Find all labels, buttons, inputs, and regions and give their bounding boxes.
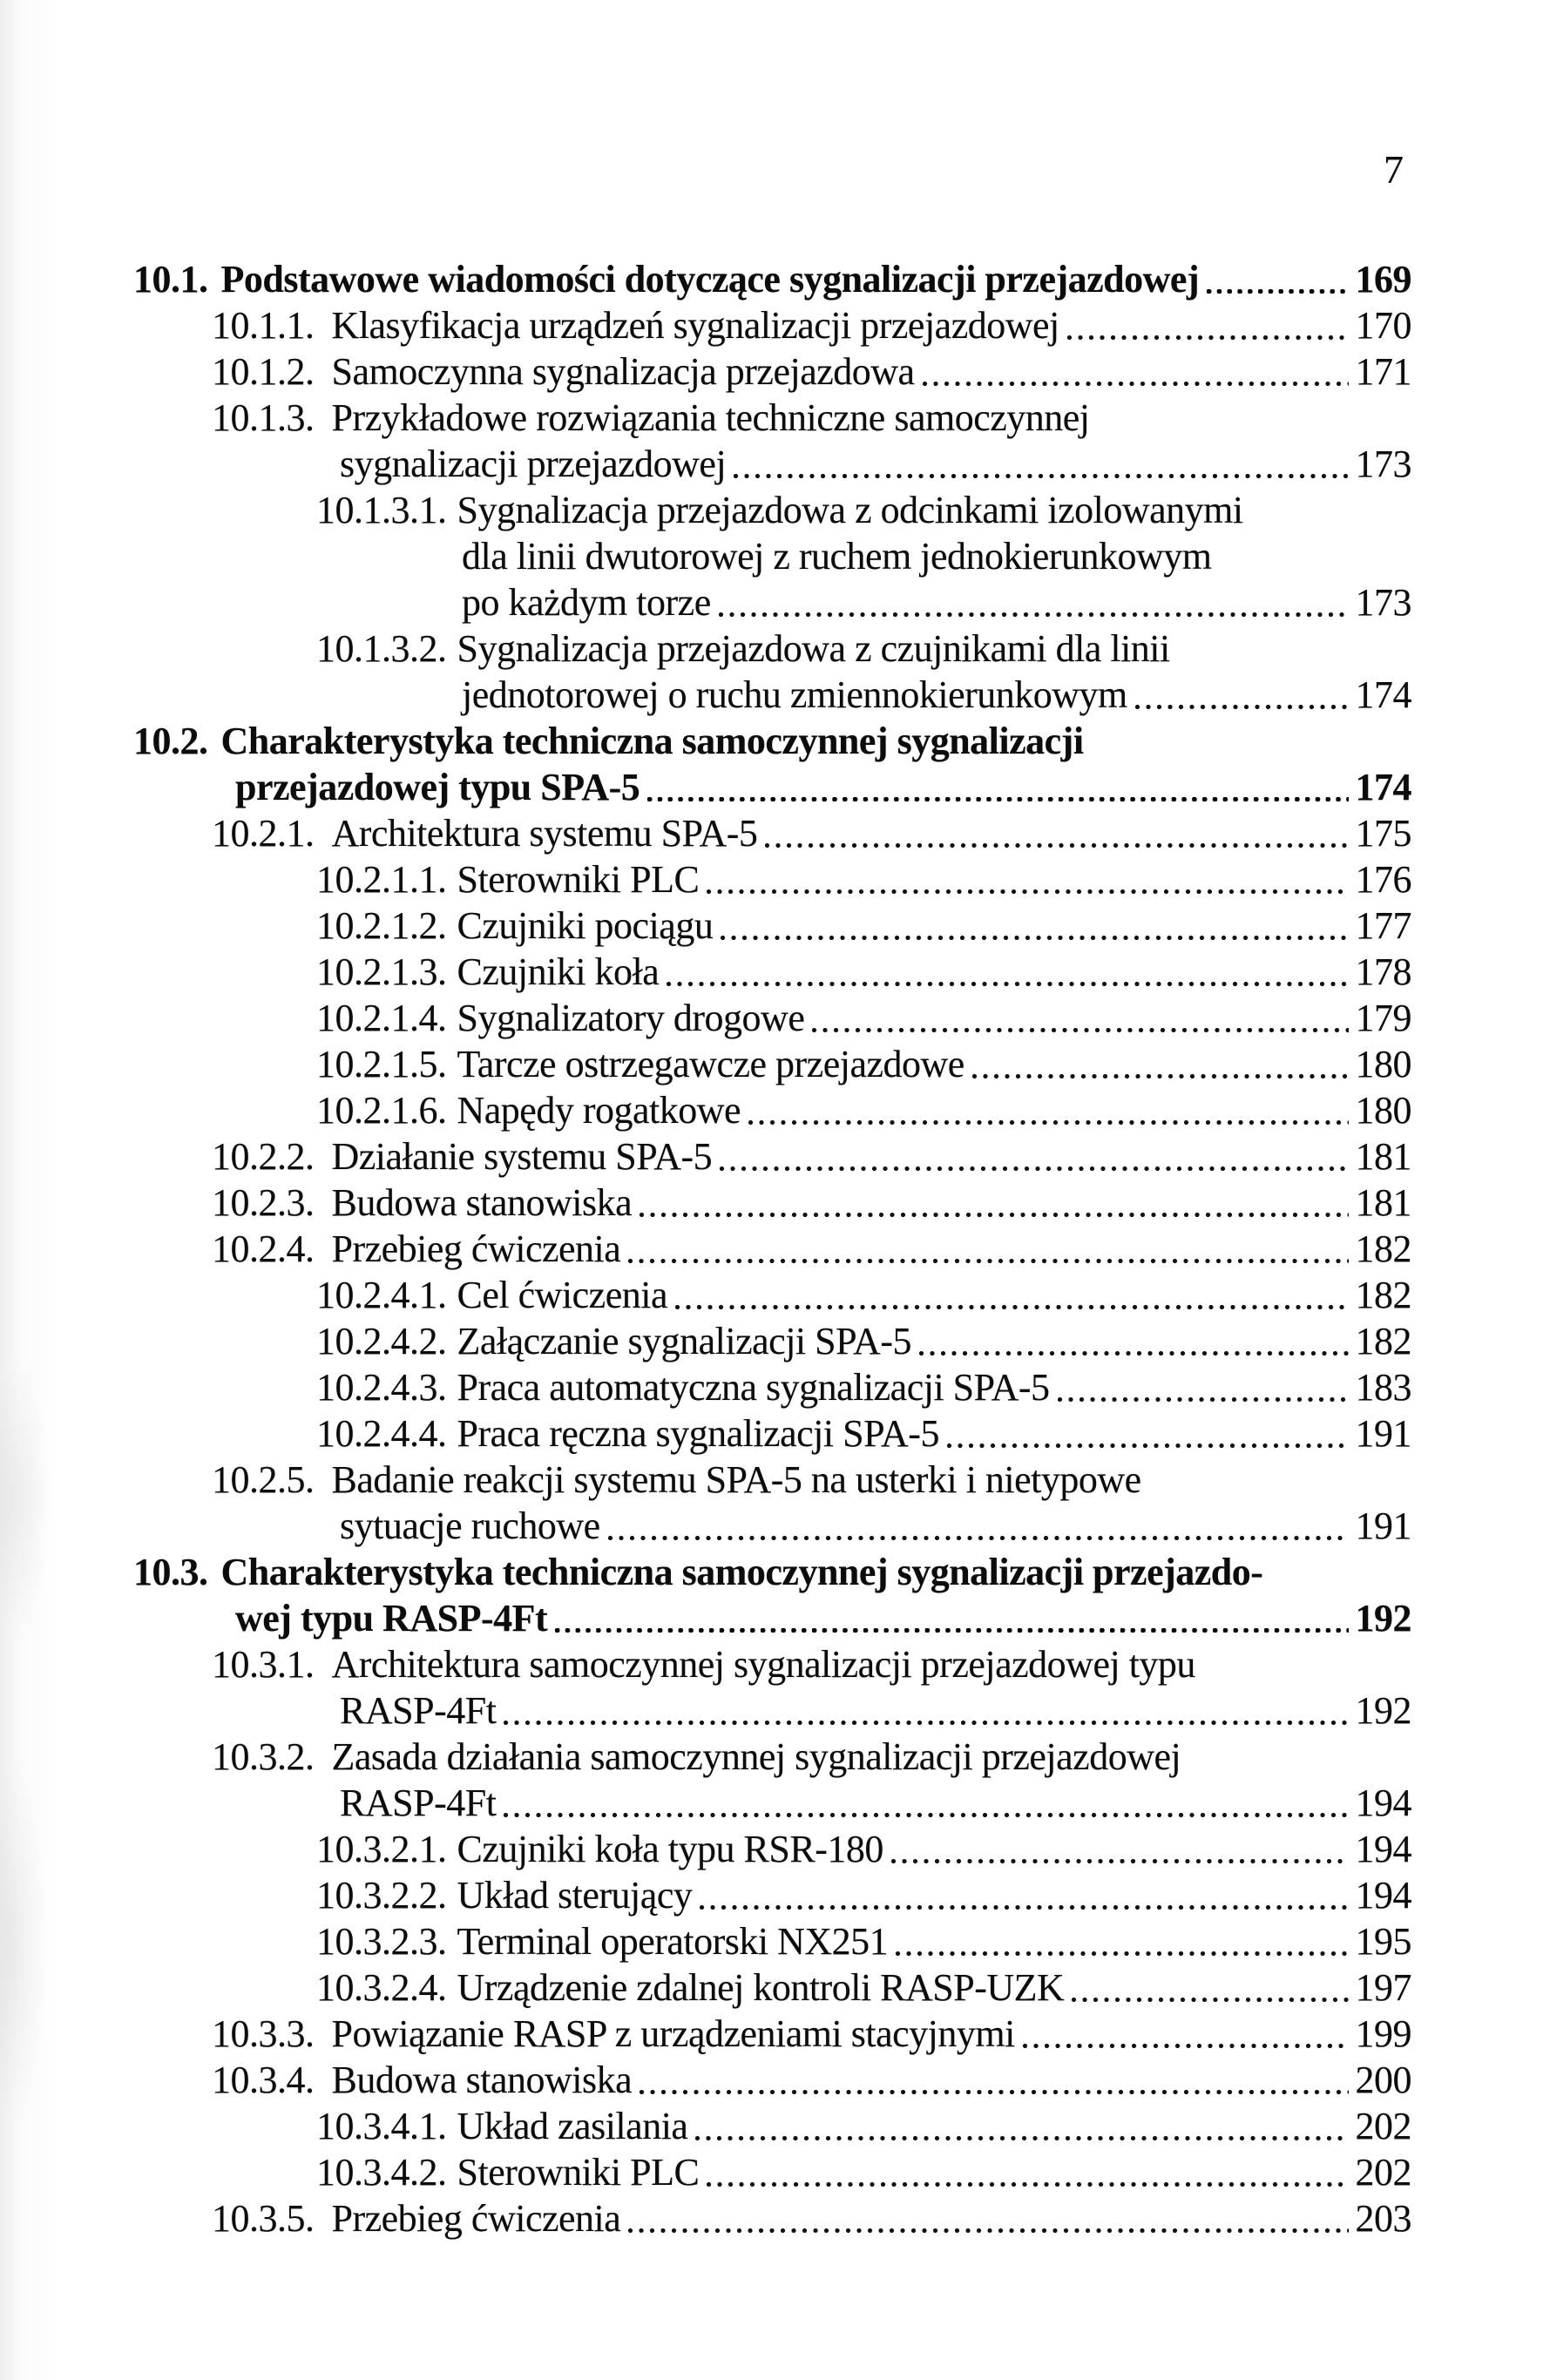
toc-row <box>133 810 1411 856</box>
toc-leader-dots <box>964 1041 1356 1087</box>
toc-leader-dots <box>911 1318 1356 1364</box>
toc-entry-number: 10.3.1. <box>212 1643 315 1686</box>
toc-entry-page: 194 <box>1355 1828 1411 1870</box>
toc-row <box>133 1549 1411 1595</box>
toc-leader-dots <box>1199 256 1355 302</box>
toc-entry-page: 195 <box>1355 1920 1411 1963</box>
toc-entry-title: jednotorowej o ruchu zmiennokierunkowym <box>462 673 1127 716</box>
toc-entry-number: 10.2.1. <box>212 812 315 855</box>
toc-entry-page: 182 <box>1355 1320 1411 1362</box>
toc-entry-page: 180 <box>1355 1043 1411 1085</box>
toc-leader-dots <box>804 995 1355 1041</box>
toc-entry-number: 10.1.3.1. <box>316 489 447 531</box>
toc-leader-dots <box>659 949 1355 995</box>
toc-row <box>133 533 1411 579</box>
toc-entry-page: 192 <box>1355 1689 1411 1732</box>
toc-entry-number: 10.2.1.4. <box>316 997 447 1039</box>
toc-entry-number: 10.3. <box>133 1551 208 1593</box>
toc-entry-title: Napędy rogatkowe <box>457 1089 741 1132</box>
toc-entry-page: 191 <box>1355 1504 1411 1547</box>
toc-entry-number: 10.3.5. <box>212 2197 315 2240</box>
toc-entry-page: 182 <box>1355 1227 1411 1270</box>
toc-entry-number: 10.1.2. <box>212 350 315 393</box>
toc-row <box>133 672 1411 718</box>
toc-entry-title: Układ sterujący <box>457 1874 693 1917</box>
toc-entry-title: przejazdowej typu SPA-5 <box>235 766 640 808</box>
toc-entry-title: Przebieg ćwiczenia <box>331 1227 621 1270</box>
toc-leader-dots <box>640 764 1355 810</box>
toc-entry-page: 173 <box>1355 581 1411 624</box>
toc-entry-number: 10.2.1.5. <box>316 1043 447 1085</box>
toc-leader-dots <box>883 1826 1356 1872</box>
toc-leader-dots <box>620 1226 1355 1272</box>
toc-entry-page: 178 <box>1355 950 1411 993</box>
toc-entry-number: 10.3.2.1. <box>316 1828 447 1870</box>
toc-entry-number: 10.2.4.3. <box>316 1366 447 1409</box>
toc-entry-number: 10.1.3.2. <box>316 627 447 670</box>
toc-row <box>133 441 1411 487</box>
toc-entry-title: Sygnalizatory drogowe <box>457 997 805 1039</box>
toc-row <box>133 1641 1411 1687</box>
toc-row <box>133 718 1411 764</box>
toc-entry-title: Sygnalizacja przejazdowa z odcinkami izolowanymi <box>457 489 1243 531</box>
scan-smudge-artifact <box>0 1760 48 2126</box>
toc-entry-page: 200 <box>1355 2059 1411 2101</box>
toc-leader-dots <box>939 1410 1356 1457</box>
toc-row <box>133 995 1411 1041</box>
toc-row <box>133 2103 1411 2149</box>
toc-entry-page: 177 <box>1355 904 1411 947</box>
toc-leader-dots <box>757 810 1355 856</box>
toc-leader-dots <box>1064 1964 1355 2011</box>
toc-entry-title: Przebieg ćwiczenia <box>331 2197 621 2240</box>
toc-entry-title: Samoczynna sygnalizacja przejazdowa <box>331 350 915 393</box>
toc-row <box>133 1272 1411 1318</box>
toc-entry-page: 179 <box>1355 997 1411 1039</box>
toc-entry-page: 173 <box>1355 443 1411 485</box>
toc-entry-number: 10.2.1.1. <box>316 858 447 901</box>
toc-leader-dots <box>741 1087 1355 1133</box>
toc-entry-page: 202 <box>1355 2105 1411 2147</box>
toc <box>133 256 1411 2241</box>
toc-entry-page: 180 <box>1355 1089 1411 1132</box>
toc-entry-number: 10.3.2.3. <box>316 1920 447 1963</box>
toc-entry-number: 10.2.1.3. <box>316 950 447 993</box>
toc-row <box>133 2195 1411 2241</box>
toc-row <box>133 1041 1411 1087</box>
toc-entry-title: sytuacje ruchowe <box>340 1504 600 1547</box>
toc-row <box>133 764 1411 810</box>
toc-entry-number: 10.2.2. <box>212 1135 315 1178</box>
toc-entry-title: Sterowniki PLC <box>457 858 700 901</box>
toc-entry-number: 10.3.2.2. <box>316 1874 447 1917</box>
toc-entry-title: Przykładowe rozwiązania techniczne samoczynnej <box>331 396 1090 439</box>
toc-leader-dots <box>547 1595 1355 1641</box>
toc-entry-title: Praca ręczna sygnalizacji SPA-5 <box>457 1412 939 1455</box>
toc-entry-title: Czujniki koła <box>457 950 660 993</box>
toc-entry-page: 203 <box>1355 2197 1411 2240</box>
toc-entry-page: 192 <box>1355 1597 1411 1640</box>
toc-entry-title: Architektura samoczynnej sygnalizacji przejazdowej typu <box>331 1643 1195 1686</box>
toc-entry-number: 10.2.1.6. <box>316 1089 447 1132</box>
toc-row <box>133 395 1411 441</box>
toc-entry-number: 10.3.2.4. <box>316 1966 447 2009</box>
toc-entry-number: 10.1.1. <box>212 304 315 347</box>
toc-row <box>133 1180 1411 1226</box>
toc-row <box>133 2149 1411 2195</box>
toc-entry-title: Budowa stanowiska <box>331 2059 633 2101</box>
toc-leader-dots <box>699 2149 1355 2195</box>
toc-row <box>133 856 1411 903</box>
toc-entry-number: 10.3.2. <box>212 1735 315 1778</box>
toc-entry-page: 197 <box>1355 1966 1411 2009</box>
toc-leader-dots <box>712 1133 1355 1180</box>
toc-entry-title: Czujniki koła typu RSR-180 <box>457 1828 883 1870</box>
toc-row <box>133 1687 1411 1734</box>
toc-entry-title: Badanie reakcji systemu SPA-5 na usterki i nietypowe <box>331 1458 1141 1501</box>
toc-row <box>133 1503 1411 1549</box>
toc-row <box>133 1780 1411 1826</box>
toc-entry-page: 174 <box>1355 766 1411 808</box>
toc-entry-page: 174 <box>1355 673 1411 716</box>
toc-row <box>133 1595 1411 1641</box>
toc-entry-title: Załączanie sygnalizacji SPA-5 <box>457 1320 911 1362</box>
toc-entry-number: 10.2.4. <box>212 1227 315 1270</box>
toc-entry-title: Terminal operatorski NX251 <box>457 1920 889 1963</box>
toc-entry-title: po każdym torze <box>462 581 711 624</box>
toc-entry-page: 202 <box>1355 2151 1411 2194</box>
toc-entry-title: Charakterystyka techniczna samoczynnej sygnalizacji przejazdo- <box>220 1551 1263 1593</box>
toc-entry-page: 171 <box>1355 350 1411 393</box>
toc-entry-title: RASP-4Ft <box>340 1782 497 1824</box>
toc-entry-title: RASP-4Ft <box>340 1689 497 1732</box>
toc-entry-number: 10.2. <box>133 720 208 762</box>
toc-entry-number: 10.2.3. <box>212 1181 315 1224</box>
toc-row <box>133 1457 1411 1503</box>
toc-entry-number: 10.2.4.4. <box>316 1412 447 1455</box>
toc-leader-dots <box>1059 302 1356 348</box>
toc-entry-page: 170 <box>1355 304 1411 347</box>
toc-row <box>133 949 1411 995</box>
toc-row <box>133 1133 1411 1180</box>
toc-row <box>133 256 1411 302</box>
toc-row <box>133 1918 1411 1964</box>
toc-entry-title: Urządzenie zdalnej kontroli RASP-UZK <box>457 1966 1065 2009</box>
toc-row <box>133 2057 1411 2103</box>
toc-entry-title: Czujniki pociągu <box>457 904 714 947</box>
toc-row <box>133 1226 1411 1272</box>
page-number: 7 <box>1384 147 1404 192</box>
toc-entry-number: 10.3.4.1. <box>316 2105 447 2147</box>
toc-entry-title: Podstawowe wiadomości dotyczące sygnalizacji przejazdowej <box>220 258 1200 301</box>
toc-leader-dots <box>1015 2011 1356 2057</box>
toc-entry-title: Zasada działania samoczynnej sygnalizacji przejazdowej <box>331 1735 1181 1778</box>
toc-entry-number: 10.1.3. <box>212 396 315 439</box>
toc-leader-dots <box>699 856 1355 903</box>
scan-smudge-artifact <box>0 1359 52 1638</box>
toc-leader-dots <box>667 1272 1356 1318</box>
toc-entry-page: 175 <box>1355 812 1411 855</box>
toc-entry-number: 10.2.5. <box>212 1458 315 1501</box>
toc-entry-page: 194 <box>1355 1874 1411 1917</box>
toc-row <box>133 625 1411 672</box>
toc-leader-dots <box>687 2103 1355 2149</box>
toc-entry-number: 10.3.3. <box>212 2012 315 2055</box>
toc-entry-page: 199 <box>1355 2012 1411 2055</box>
toc-row <box>133 1734 1411 1780</box>
toc-entry-title: Sterowniki PLC <box>457 2151 700 2194</box>
toc-entry-title: Sygnalizacja przejazdowa z czujnikami dla linii <box>457 627 1170 670</box>
toc-entry-page: 181 <box>1355 1135 1411 1178</box>
toc-leader-dots <box>1127 672 1356 718</box>
toc-row <box>133 1826 1411 1872</box>
toc-leader-dots <box>692 1872 1355 1918</box>
toc-leader-dots <box>632 2057 1355 2103</box>
toc-row <box>133 1964 1411 2011</box>
toc-entry-number: 10.2.1.2. <box>316 904 447 947</box>
toc-row <box>133 903 1411 949</box>
toc-entry-page: 169 <box>1355 258 1411 301</box>
toc-entry-number: 10.3.4. <box>212 2059 315 2101</box>
toc-row <box>133 487 1411 533</box>
toc-row <box>133 302 1411 348</box>
toc-entry-title: dla linii dwutorowej z ruchem jednokierunkowym <box>462 535 1212 578</box>
toc-entry-title: Powiązanie RASP z urządzeniami stacyjnymi <box>331 2012 1015 2055</box>
toc-entry-number: 10.2.4.1. <box>316 1274 447 1316</box>
toc-entry-number: 10.2.4.2. <box>316 1320 447 1362</box>
toc-leader-dots <box>915 348 1356 395</box>
scan-edge-shading <box>0 0 61 2380</box>
toc-entry-title: Praca automatyczna sygnalizacji SPA-5 <box>457 1366 1050 1409</box>
toc-entry-title: wej typu RASP-4Ft <box>235 1597 548 1640</box>
toc-leader-dots <box>713 903 1355 949</box>
toc-entry-page: 194 <box>1355 1782 1411 1824</box>
toc-row <box>133 1872 1411 1918</box>
toc-row <box>133 1364 1411 1410</box>
toc-entry-page: 181 <box>1355 1181 1411 1224</box>
toc-entry-page: 176 <box>1355 858 1411 901</box>
toc-entry-title: Charakterystyka techniczna samoczynnej sygnalizacji <box>220 720 1084 762</box>
toc-entry-title: Układ zasilania <box>457 2105 688 2147</box>
toc-leader-dots <box>496 1780 1355 1826</box>
toc-entry-title: sygnalizacji przejazdowej <box>340 443 727 485</box>
toc-leader-dots <box>496 1687 1355 1734</box>
toc-entry-page: 183 <box>1355 1366 1411 1409</box>
toc-entry-title: Działanie systemu SPA-5 <box>331 1135 713 1178</box>
toc-entry-number: 10.1. <box>133 258 208 301</box>
toc-leader-dots <box>888 1918 1355 1964</box>
toc-entry-title: Architektura systemu SPA-5 <box>331 812 758 855</box>
toc-row <box>133 1410 1411 1457</box>
toc-entry-title: Klasyfikacja urządzeń sygnalizacji przejazdowej <box>331 304 1059 347</box>
toc-row <box>133 348 1411 395</box>
toc-entry-number: 10.3.4.2. <box>316 2151 447 2194</box>
toc-leader-dots <box>632 1180 1355 1226</box>
toc-leader-dots <box>600 1503 1356 1549</box>
toc-row <box>133 1087 1411 1133</box>
toc-row <box>133 2011 1411 2057</box>
toc-leader-dots <box>711 579 1356 625</box>
toc-entry-title: Tarcze ostrzegawcze przejazdowe <box>457 1043 964 1085</box>
toc-leader-dots <box>620 2195 1355 2241</box>
toc-entry-page: 182 <box>1355 1274 1411 1316</box>
toc-entry-title: Budowa stanowiska <box>331 1181 633 1224</box>
toc-row <box>133 1318 1411 1364</box>
toc-entry-page: 191 <box>1355 1412 1411 1455</box>
toc-entry-title: Cel ćwiczenia <box>457 1274 667 1316</box>
toc-leader-dots <box>1050 1364 1356 1410</box>
toc-leader-dots <box>726 441 1355 487</box>
toc-row <box>133 579 1411 625</box>
